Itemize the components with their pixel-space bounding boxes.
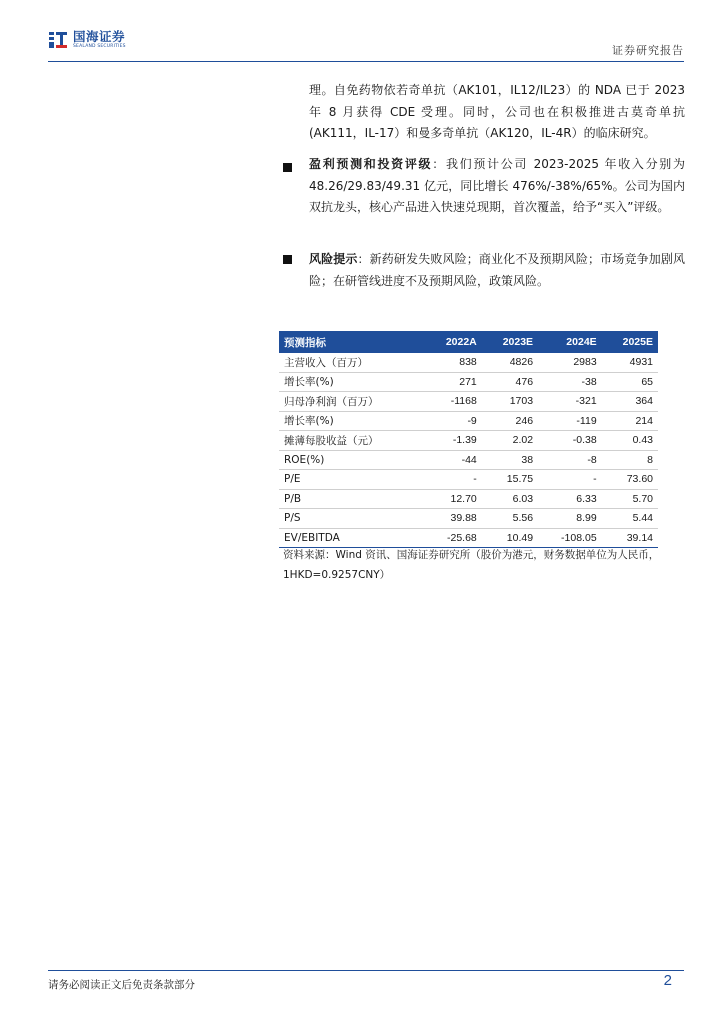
table-cell: 5.56: [482, 509, 538, 529]
table-cell: 2.02: [482, 431, 538, 451]
sealand-logo-icon: [48, 30, 68, 50]
table-cell: 246: [482, 411, 538, 431]
risk-text: ：新药研发失败风险；商业化不及预期风险；市场竞争加剧风险；在研管线进度不及预期风险，政策风险。: [309, 252, 685, 288]
paragraph-pipeline: 理。自免药物依若奇单抗（AK101，IL12/IL23）的 NDA 已于 2023 年 8 月获得 CDE 受理。同时，公司也在积极推进古莫奇单抗(AK111，IL-17）和曼多奇单抗（AK120，IL-4R）的临床研究。: [309, 83, 685, 140]
table-cell: 8: [602, 450, 658, 470]
header-divider: [48, 61, 684, 62]
table-row: [279, 411, 658, 431]
logo-english-name: SEALAND SECURITIES: [73, 44, 126, 49]
table-cell: -25.68: [425, 528, 482, 548]
table-cell: 4826: [482, 353, 538, 372]
table-cell: EV/EBITDA: [279, 528, 425, 548]
page-header: [48, 26, 684, 60]
paragraph-risk: [309, 249, 685, 292]
table-cell: 838: [425, 353, 482, 372]
table-cell: -0.38: [538, 431, 602, 451]
table-cell: 38: [482, 450, 538, 470]
footer-disclaimer: 请务必阅读正文后免责条款部分: [48, 979, 195, 991]
table-cell: -108.05: [538, 528, 602, 548]
table-cell: 10.49: [482, 528, 538, 548]
table-cell: 39.88: [425, 509, 482, 529]
table-cell: 73.60: [602, 470, 658, 490]
table-cell: 12.70: [425, 489, 482, 509]
table-cell: -119: [538, 411, 602, 431]
table-cell: P/S: [279, 509, 425, 529]
table-row: [279, 392, 658, 412]
table-cell: -1168: [425, 392, 482, 412]
table-cell: ROE(%): [279, 450, 425, 470]
table-header-cell: 2024E: [538, 331, 602, 353]
table-cell: -38: [538, 372, 602, 392]
company-logo: [48, 30, 126, 50]
table-cell: 4931: [602, 353, 658, 372]
table-row: [279, 372, 658, 392]
table-header-cell: 预测指标: [279, 331, 425, 353]
table-cell: 1703: [482, 392, 538, 412]
table-cell: 8.99: [538, 509, 602, 529]
table-cell: P/B: [279, 489, 425, 509]
table-cell: -321: [538, 392, 602, 412]
paragraph-rating: [309, 154, 685, 219]
table-cell: 2983: [538, 353, 602, 372]
table-cell: 476: [482, 372, 538, 392]
table-cell: 39.14: [602, 528, 658, 548]
table-header-cell: 2023E: [482, 331, 538, 353]
table-cell: -8: [538, 450, 602, 470]
table-row: [279, 489, 658, 509]
table-row: [279, 509, 658, 529]
table-source-note: 资料来源：Wind 资讯、国海证券研究所（股价为港元，财务数据单位为人民币，1HKD=0.9257CNY）: [283, 549, 660, 581]
logo-chinese-name: 国海证券: [73, 28, 126, 44]
table-row: [279, 353, 658, 372]
table-row: [279, 450, 658, 470]
table-cell: 364: [602, 392, 658, 412]
table-cell: 5.70: [602, 489, 658, 509]
forecast-table: [279, 331, 658, 548]
footer-divider: [48, 970, 684, 971]
page-number: 2: [663, 972, 672, 989]
table-cell: -: [538, 470, 602, 490]
table-cell: -1.39: [425, 431, 482, 451]
table-cell: 6.33: [538, 489, 602, 509]
table-header-cell: 2022A: [425, 331, 482, 353]
bullet-square-icon: [283, 163, 292, 172]
table-row: [279, 470, 658, 490]
table-cell: 271: [425, 372, 482, 392]
table-cell: 主营收入（百万）: [279, 353, 425, 372]
table-cell: 增长率(%): [279, 411, 425, 431]
table-header-cell: 2025E: [602, 331, 658, 353]
table-cell: -44: [425, 450, 482, 470]
table-cell: P/E: [279, 470, 425, 490]
table-cell: 6.03: [482, 489, 538, 509]
table-cell: 摊薄每股收益（元）: [279, 431, 425, 451]
table-cell: -9: [425, 411, 482, 431]
table-cell: 0.43: [602, 431, 658, 451]
risk-heading: 风险提示: [309, 252, 358, 266]
table-cell: 15.75: [482, 470, 538, 490]
table-cell: 65: [602, 372, 658, 392]
document-type-label: 证券研究报告: [612, 44, 684, 57]
bullet-square-icon: [283, 255, 292, 264]
table-header-row: [279, 331, 658, 353]
table-cell: -: [425, 470, 482, 490]
rating-heading: 盈利预测和投资评级: [309, 157, 433, 171]
table-row: [279, 431, 658, 451]
rating-text: ：我们预计公司 2023-2025 年收入分别为 48.26/29.83/49.31 亿元，同比增长 476%/-38%/65%。公司为国内双抗龙头，核心产品进入快速兑现期，首次覆盖，给予“买入”评级。: [309, 157, 685, 214]
table-cell: 214: [602, 411, 658, 431]
table-cell: 5.44: [602, 509, 658, 529]
table-cell: 归母净利润（百万）: [279, 392, 425, 412]
table-cell: 增长率(%): [279, 372, 425, 392]
